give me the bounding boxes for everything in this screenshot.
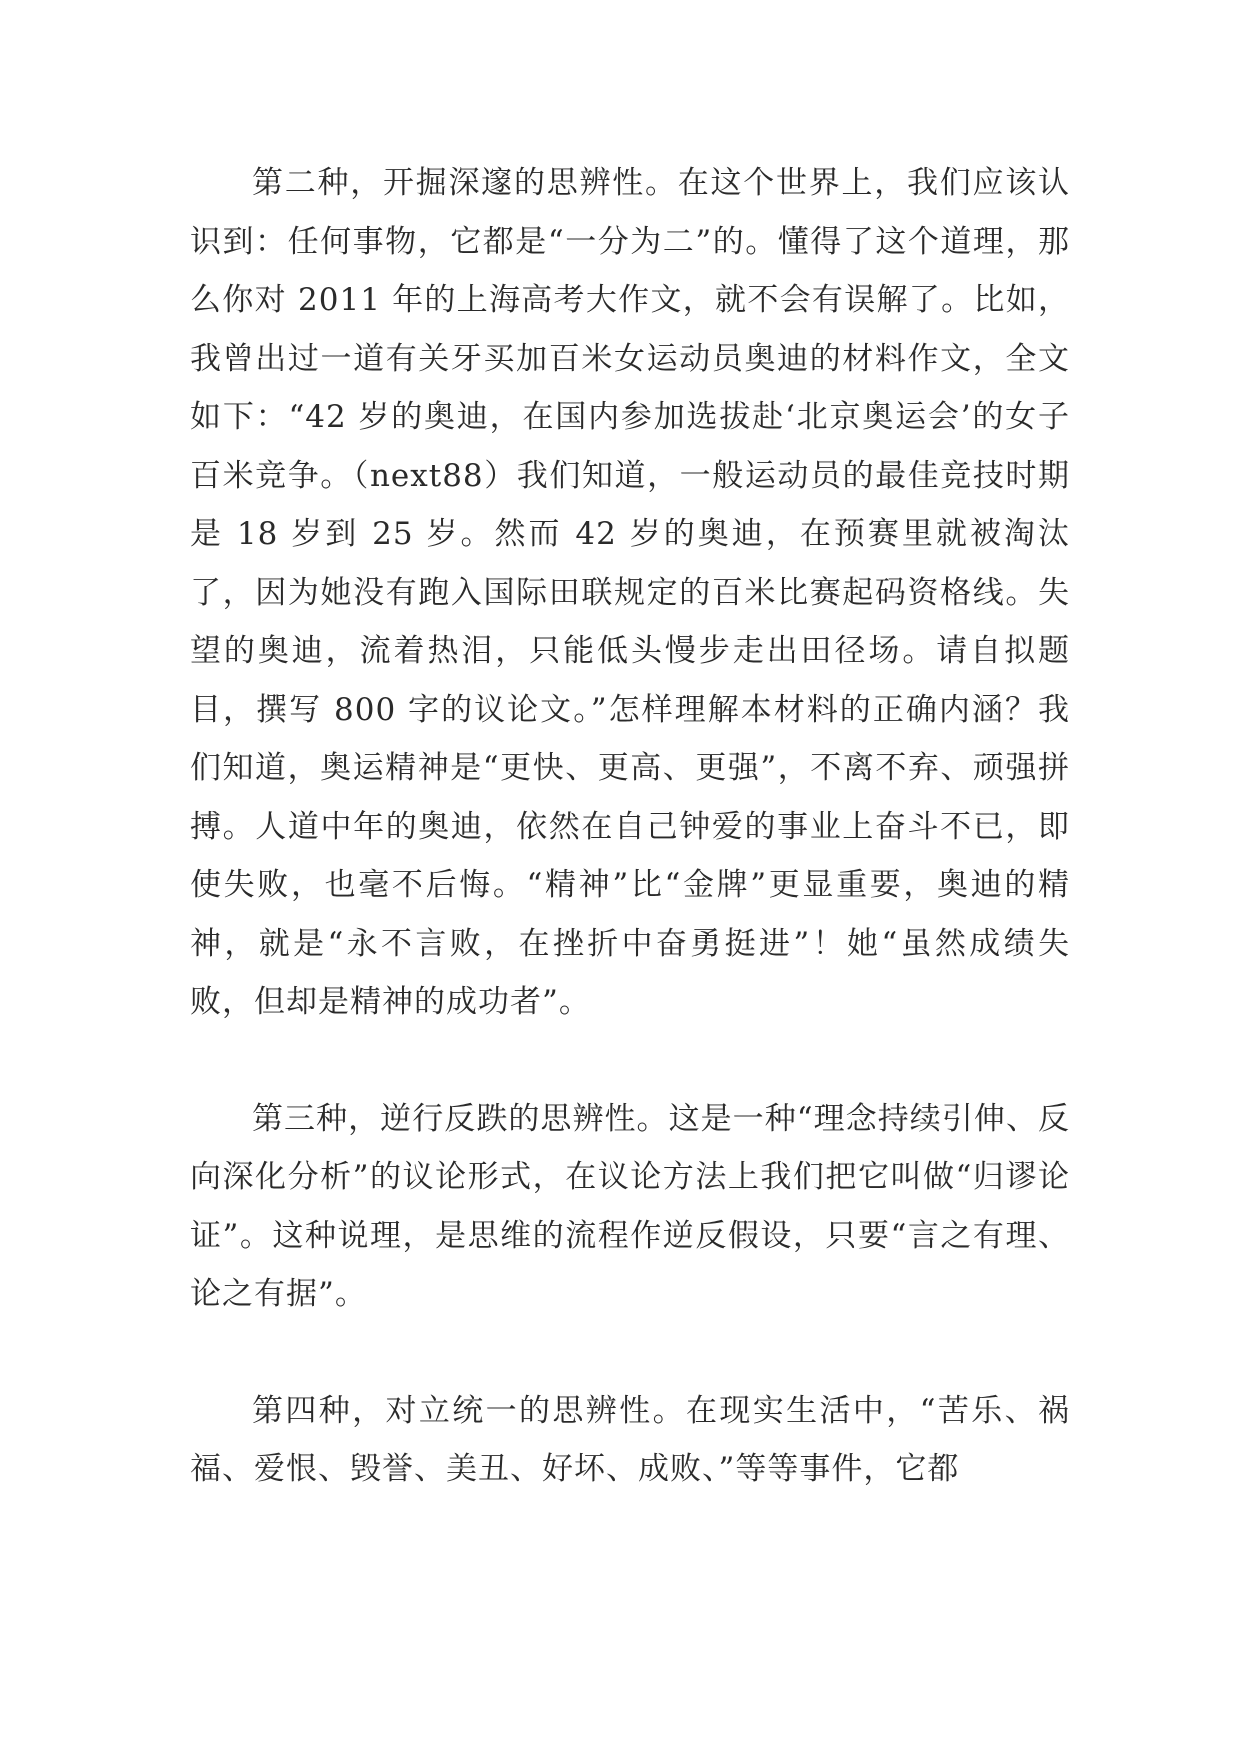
document-body xyxy=(190,154,1070,1499)
paragraph-third-type: 第三种，逆行反跌的思辨性。这是一种“理念持续引伸、反向深化分析”的议论形式，在议论方法上我们把它叫做“归谬论证”。这种说理，是思维的流程作逆反假设，只要“言之有理、论之有据”。 xyxy=(190,1100,1070,1312)
paragraph-second-type: 第二种，开掘深邃的思辨性。在这个世界上，我们应该认识到：任何事物，它都是“一分为二”的。懂得了这个道理，那么你对 2011 年的上海高考大作文，就不会有误解了。比如，我曾出过一道有关牙买加百米女运动员奥迪的材料作文，全文如下：“42 岁的奥迪，在国内参加选拔赴‘北京奥运会’的女子百米竞争。（next88）我们知道，一般运动员的最佳竞技时期是 18 岁到 25 岁。然而 42 岁的奥迪，在预赛里就被淘汰了，因为她没有跑入国际田联规定的百米比赛起码资格线。失望的奥迪，流着热泪，只能低头慢步走出田径场。请自拟题目，撰写 800 字的议论文。”怎样理解本材料的正确内涵？我们知道，奥运精神是“更快、更高、更强”，不离不弃、顽强拼搏。人道中年的奥迪，依然在自己钟爱的事业上奋斗不已，即使失败，也毫不后悔。“精神”比“金牌”更显重要，奥迪的精神，就是“永不言败，在挫折中奋勇挺进”！她“虽然成绩失败，但却是精神的成功者”。 xyxy=(190,165,1070,1020)
paragraph-fourth-type: 第四种，对立统一的思辨性。在现实生活中，“苦乐、祸福、爱恨、毁誉、美丑、好坏、成败、”等等事件，它都 xyxy=(190,1392,1070,1487)
